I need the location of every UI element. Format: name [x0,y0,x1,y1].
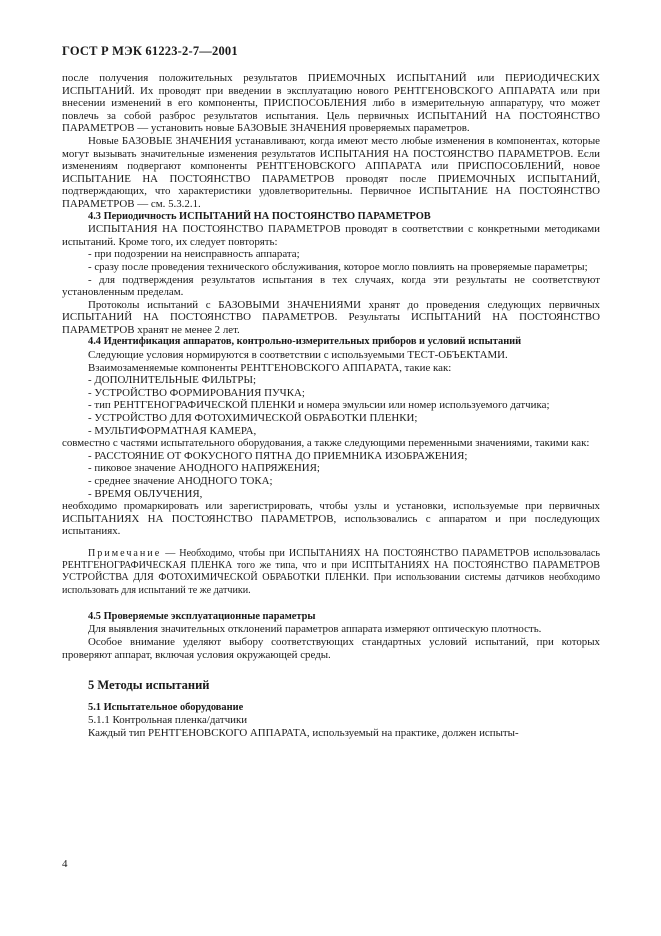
section-heading-5: 5 Методы испытаний [88,678,210,693]
section-heading-4-3: 4.3 Периодичность ИСПЫТАНИЙ НА ПОСТОЯНСТВО ПАРАМЕТРОВ [88,210,431,222]
paragraph: необходимо промаркировать или зарегистрировать, чтобы узлы и установки, используемые при первичных ИСПЫТАНИЯХ НА ПОСТОЯНСТВО ПАРАМЕТРОВ, использовались с аппаратом и при последующих испытаниях. [62,500,600,538]
paragraph: Взаимозаменяемые компоненты РЕНТГЕНОВСКОГО АППАРАТА, такие как: [88,361,452,374]
list-item: - УСТРОЙСТВО ДЛЯ ФОТОХИМИЧЕСКОЙ ОБРАБОТКИ ПЛЕНКИ; [88,412,418,425]
paragraph: Протоколы испытаний с БАЗОВЫМИ ЗНАЧЕНИЯМИ хранят до проведения следующих первичных ИСПЫТАНИЙ НА ПОСТОЯНСТВО ПАРАМЕТРОВ. Результаты ИСПЫТАНИЙ НА ПОСТОЯНСТВО ПАРАМЕТРОВ хранят не менее 2 лет. [62,298,600,336]
paragraph: ИСПЫТАНИЯ НА ПОСТОЯНСТВО ПАРАМЕТРОВ проводят в соответствии с конкретными методиками испытаний. Кроме того, их следует повторять: [62,223,600,248]
list-item: - РАССТОЯНИЕ ОТ ФОКУСНОГО ПЯТНА ДО ПРИЕМНИКА ИЗОБРАЖЕНИЯ; [88,449,468,462]
list-item: - МУЛЬТИФОРМАТНАЯ КАМЕРА, [88,424,257,437]
paragraph: Новые БАЗОВЫЕ ЗНАЧЕНИЯ устанавливают, когда имеют место любые изменения в компонентах, которые могут вызывать значительные изменения результатов ИСПЫТАНИЯ НА ПОСТОЯНСТВО ПАРАМЕТРОВ. Если изменениям подвергают компоненты РЕНТГЕНОВСКОГО АППАРАТА или ПРИСПОСОБЛЕНИЙ, новое ИСПЫТАНИЕ НА ПОСТОЯНСТВО ПАРАМЕТРОВ проводят после ПРИЕМОЧНЫХ ИСПЫТАНИЙ, подтверждающих, что характеристики удовлетворительны. Первичное ИСПЫТАНИЕ НА ПОСТОЯНСТВО ПАРАМЕТРОВ — см. 5.3.2.1. [62,134,600,210]
paragraph: Каждый тип РЕНТГЕНОВСКОГО АППАРАТА, используемый на практике, должен испыты- [88,726,519,739]
list-item: - ДОПОЛНИТЕЛЬНЫЕ ФИЛЬТРЫ; [88,374,257,387]
paragraph: Особое внимание уделяют выбору соответствующих стандартных условий испытаний, при которых проверяют аппарат, включая условия окружающей среды. [62,635,600,661]
list-item: - сразу после проведения технического обслуживания, которое могло повлиять на проверяемые параметры; [88,260,588,273]
paragraph: после получения положительных результатов ПРИЕМОЧНЫХ ИСПЫТАНИЙ или ПЕРИОДИЧЕСКИХ ИСПЫТАНИЙ. Их проводят при введении в эксплуатацию нового РЕНТГЕНОВСКОГО АППАРАТА или при внесении изменений в его компоненты, ПРИСПОСОБЛЕНИЯ либо в измерительную аппаратуру, что может повлечь за собой разброс результатов испытания. Цель первичных ИСПЫТАНИЙ НА ПОСТОЯНСТВО ПАРАМЕТРОВ — установить новые БАЗОВЫЕ ЗНАЧЕНИЯ проверяемых параметров. [62,72,600,135]
note-paragraph [62,548,600,597]
section-heading-5-1: 5.1 Испытательное оборудование [88,701,244,713]
list-item: - для подтверждения результатов испытания в тех случаях, когда эти результаты не соответствуют установленным пределам. [62,273,600,299]
note-text: — Необходимо, чтобы при ИСПЫТАНИЯХ НА ПОСТОЯНСТВО ПАРАМЕТРОВ использовалась РЕНТГЕНОГРАФИЧЕСКАЯ ПЛЕНКА того же типа, что и при ИСПТЫТАНИЯХ НА ПОСТОЯНСТВО ПАРАМЕТРОВ УСТРОЙСТВА ДЛЯ ФОТОХИМИЧЕСКОЙ ОБРАБОТКИ ПЛЕНКИ. При использовании системы датчиков необходимо использовать для испытаний те же датчики. [62,547,600,596]
list-item: - ВРЕМЯ ОБЛУЧЕНИЯ, [88,487,203,500]
list-item: - при подозрении на неисправность аппарата; [88,248,300,261]
document-body [62,72,600,740]
note-label: Примечание [88,547,162,559]
subsection-heading-5-1-1: 5.1.1 Контрольная пленка/датчики [88,714,248,727]
list-item: - УСТРОЙСТВО ФОРМИРОВАНИЯ ПУЧКА; [88,386,305,399]
page-number: 4 [62,858,68,870]
list-item: - тип РЕНТГЕНОГРАФИЧЕСКОЙ ПЛЕНКИ и номера эмульсии или номер используемого датчика; [88,399,550,412]
list-item: - пиковое значение АНОДНОГО НАПРЯЖЕНИЯ; [88,462,320,475]
document-header: ГОСТ Р МЭК 61223-2-7—2001 [62,44,238,58]
paragraph: Для выявления значительных отклонений параметров аппарата измеряют оптическую плотность. [88,623,542,636]
paragraph: совместно с частями испытательного оборудования, а также следующими переменными значениями, такими как: [62,437,590,450]
list-item: - среднее значение АНОДНОГО ТОКА; [88,475,273,487]
section-heading-4-5: 4.5 Проверяемые эксплуатационные параметры [88,610,316,622]
section-heading-4-4: 4.4 Идентификация аппаратов, контрольно-измерительных приборов и условий испытаний [88,336,522,348]
paragraph: Следующие условия нормируются в соответствии с используемыми ТЕСТ-ОБЪЕКТАМИ. [88,349,508,362]
